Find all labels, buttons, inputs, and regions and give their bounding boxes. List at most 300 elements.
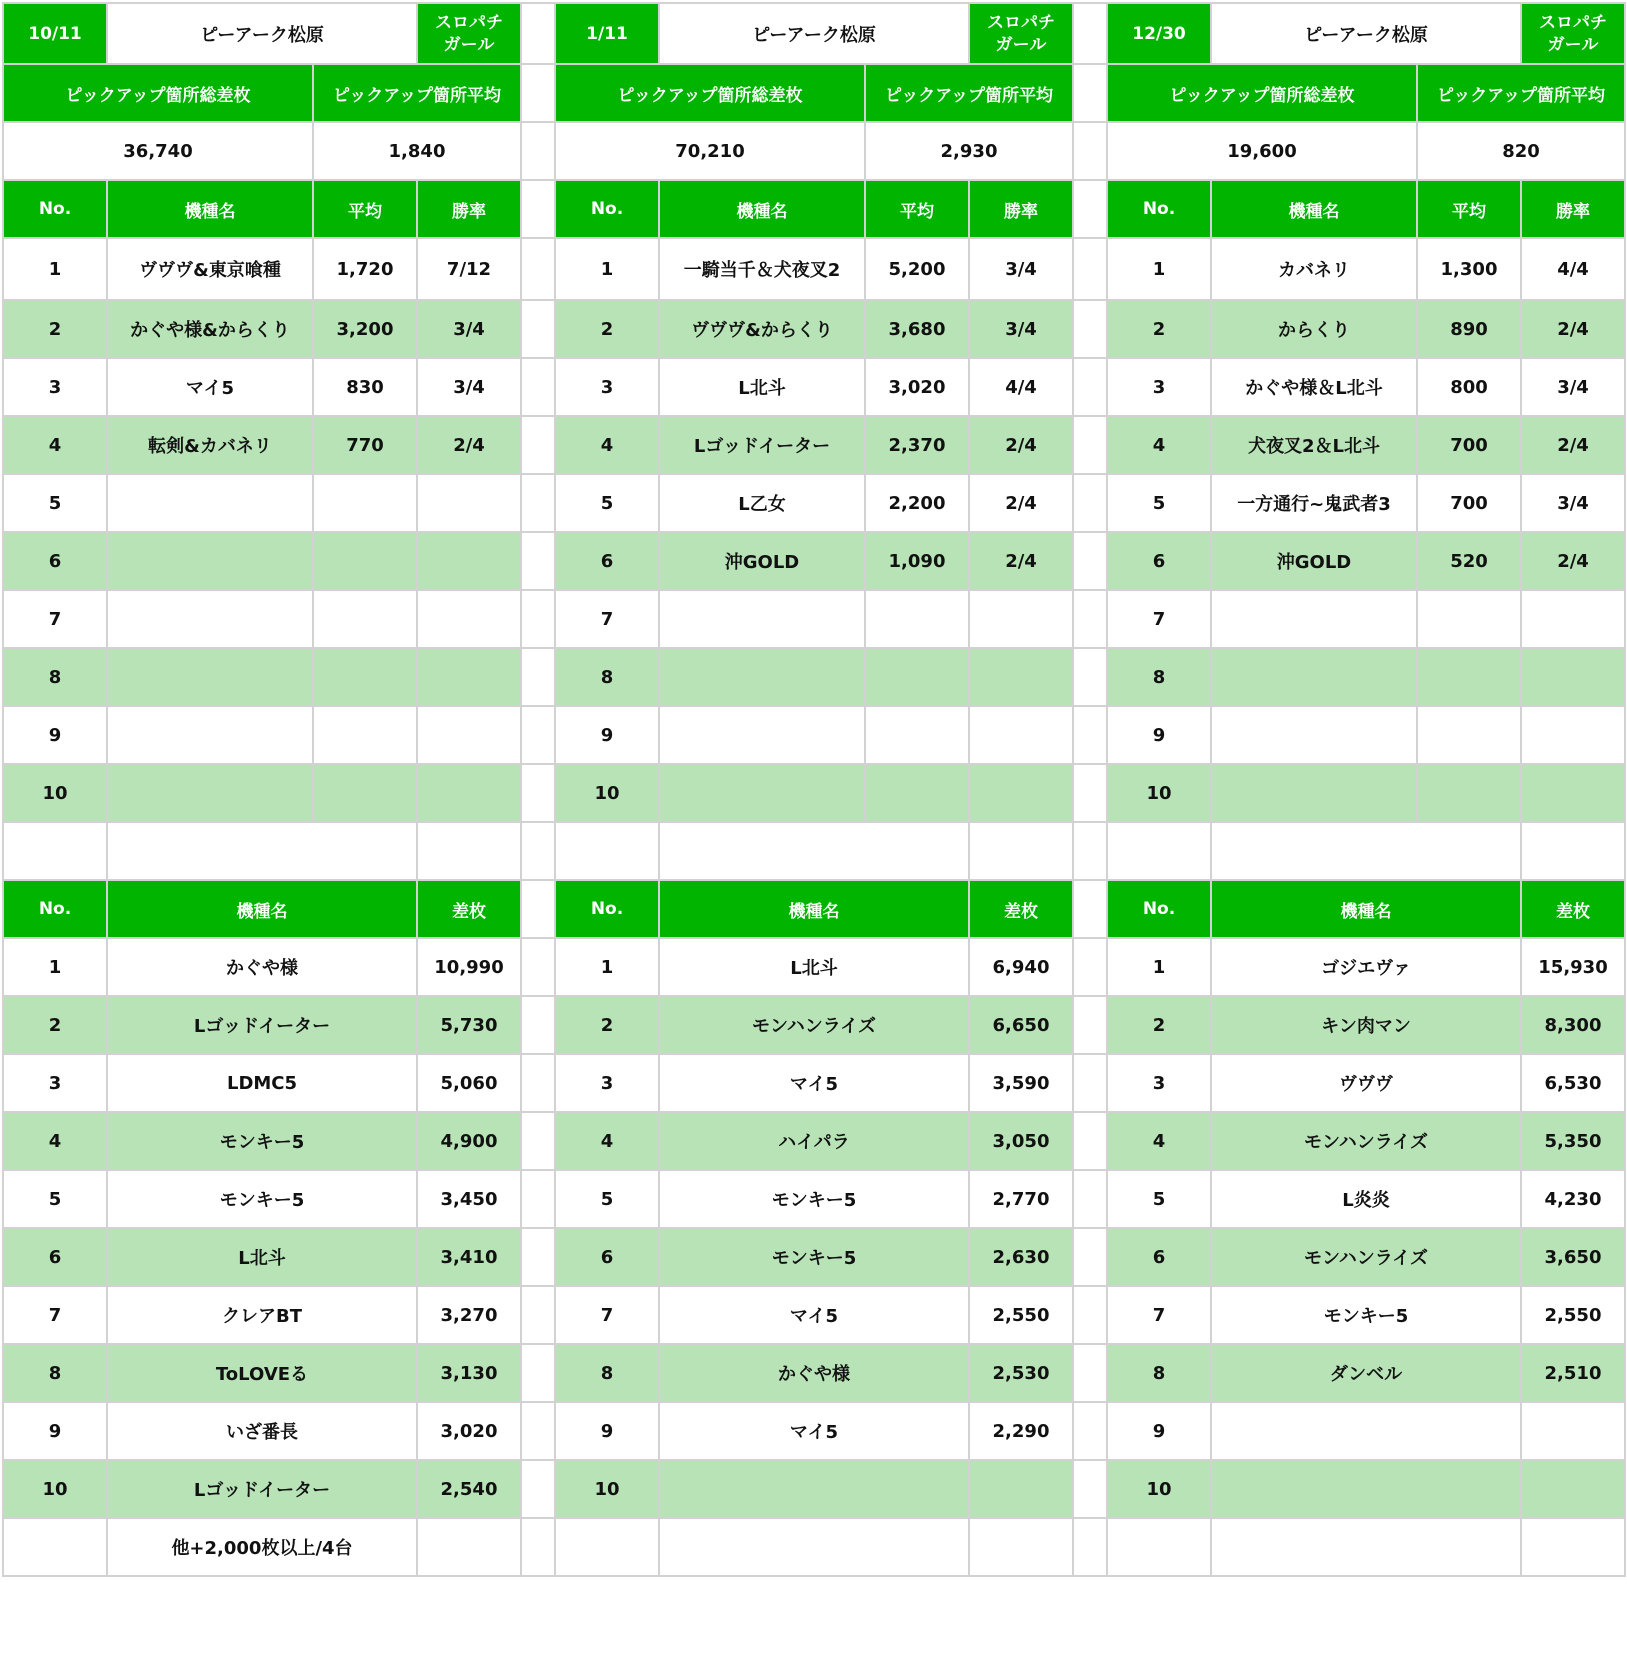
gap-cell <box>1107 822 1211 880</box>
pickup-header-win: 勝率 <box>417 180 521 238</box>
pickup-no: 1 <box>1107 238 1211 300</box>
pickup-no: 1 <box>555 238 659 300</box>
pickup-avg <box>1417 706 1521 764</box>
pickup-win <box>969 764 1073 822</box>
ranking-header-no: No. <box>1107 880 1211 938</box>
summary-total-value: 19,600 <box>1107 122 1417 180</box>
pickup-avg <box>865 590 969 648</box>
pickup-no: 8 <box>3 648 107 706</box>
badge-line-2: ガール <box>995 34 1047 55</box>
store-name: ピーアーク松原 <box>1211 3 1521 64</box>
column-spacer <box>521 122 555 180</box>
column-spacer <box>1073 300 1107 358</box>
pickup-header-no: No. <box>3 180 107 238</box>
column-spacer <box>1073 764 1107 822</box>
pickup-no: 4 <box>555 416 659 474</box>
ranking-diff: 15,930 <box>1521 938 1625 996</box>
pickup-header-name: 機種名 <box>659 180 865 238</box>
pickup-name <box>1211 764 1417 822</box>
ranking-name: モンキー5 <box>659 1228 969 1286</box>
ranking-no: 6 <box>3 1228 107 1286</box>
ranking-name <box>1211 1402 1521 1460</box>
ranking-name: ハイパラ <box>659 1112 969 1170</box>
ranking-diff: 5,060 <box>417 1054 521 1112</box>
ranking-no: 7 <box>1107 1286 1211 1344</box>
ranking-name: ToLOVEる <box>107 1344 417 1402</box>
summary-avg-value: 820 <box>1417 122 1625 180</box>
pickup-no: 10 <box>1107 764 1211 822</box>
pickup-name: 一方通行~鬼武者3 <box>1211 474 1417 532</box>
ranking-name: ダンベル <box>1211 1344 1521 1402</box>
pickup-no: 4 <box>3 416 107 474</box>
pickup-avg: 770 <box>313 416 417 474</box>
column-spacer <box>1073 1054 1107 1112</box>
pickup-no: 5 <box>555 474 659 532</box>
ranking-no: 9 <box>1107 1402 1211 1460</box>
ranking-diff: 2,550 <box>969 1286 1073 1344</box>
summary-total-header: ピックアップ箇所総差枚 <box>1107 64 1417 122</box>
ranking-no: 1 <box>555 938 659 996</box>
column-spacer <box>1073 1402 1107 1460</box>
pickup-win: 3/4 <box>969 238 1073 300</box>
pickup-avg: 3,680 <box>865 300 969 358</box>
ranking-header-name: 機種名 <box>659 880 969 938</box>
pickup-win <box>1521 590 1625 648</box>
footer-blank <box>417 1518 521 1576</box>
pickup-win: 3/4 <box>1521 358 1625 416</box>
pickup-win <box>1521 706 1625 764</box>
ranking-no: 4 <box>555 1112 659 1170</box>
pickup-no: 3 <box>3 358 107 416</box>
column-spacer <box>1073 1518 1107 1576</box>
badge-line-1: スロパチ <box>435 12 503 33</box>
ranking-header-no: No. <box>3 880 107 938</box>
ranking-name: モンハンライズ <box>1211 1228 1521 1286</box>
ranking-no: 6 <box>1107 1228 1211 1286</box>
ranking-diff: 2,510 <box>1521 1344 1625 1402</box>
column-spacer <box>521 648 555 706</box>
column-spacer <box>521 938 555 996</box>
pickup-name <box>107 706 313 764</box>
ranking-header-diff: 差枚 <box>1521 880 1625 938</box>
ranking-no: 5 <box>3 1170 107 1228</box>
summary-avg-value: 1,840 <box>313 122 521 180</box>
ranking-diff: 6,940 <box>969 938 1073 996</box>
ranking-no: 1 <box>1107 938 1211 996</box>
ranking-name: LDMC5 <box>107 1054 417 1112</box>
pickup-header-avg: 平均 <box>865 180 969 238</box>
ranking-no: 3 <box>1107 1054 1211 1112</box>
column-spacer <box>1073 64 1107 122</box>
ranking-diff: 4,900 <box>417 1112 521 1170</box>
ranking-name: モンキー5 <box>107 1170 417 1228</box>
column-spacer <box>521 1286 555 1344</box>
ranking-header-diff: 差枚 <box>417 880 521 938</box>
pickup-win: 3/4 <box>417 300 521 358</box>
pickup-header-name: 機種名 <box>107 180 313 238</box>
ranking-no: 6 <box>555 1228 659 1286</box>
column-spacer <box>1073 474 1107 532</box>
footer-blank <box>555 1518 659 1576</box>
ranking-no: 4 <box>1107 1112 1211 1170</box>
pickup-avg <box>313 474 417 532</box>
ranking-name <box>659 1460 969 1518</box>
footer-note <box>659 1518 969 1576</box>
pickup-header-no: No. <box>555 180 659 238</box>
footer-blank <box>1521 1518 1625 1576</box>
pickup-name: 犬夜叉2＆L北斗 <box>1211 416 1417 474</box>
ranking-no: 10 <box>555 1460 659 1518</box>
ranking-name: マイ5 <box>659 1054 969 1112</box>
column-spacer <box>1073 1460 1107 1518</box>
ranking-diff: 4,230 <box>1521 1170 1625 1228</box>
column-spacer <box>1073 532 1107 590</box>
column-spacer <box>1073 416 1107 474</box>
ranking-no: 10 <box>3 1460 107 1518</box>
pickup-name <box>107 764 313 822</box>
column-spacer <box>521 474 555 532</box>
pickup-name <box>107 532 313 590</box>
pickup-avg: 3,200 <box>313 300 417 358</box>
gap-cell <box>3 822 107 880</box>
pickup-win: 3/4 <box>969 300 1073 358</box>
gap-cell <box>1521 822 1625 880</box>
column-spacer <box>521 416 555 474</box>
pickup-no: 5 <box>1107 474 1211 532</box>
pickup-win <box>417 590 521 648</box>
pickup-header-no: No. <box>1107 180 1211 238</box>
ranking-name: ゴジエヴァ <box>1211 938 1521 996</box>
column-spacer <box>521 1518 555 1576</box>
ranking-name <box>1211 1460 1521 1518</box>
pickup-name <box>1211 590 1417 648</box>
ranking-diff: 6,530 <box>1521 1054 1625 1112</box>
pickup-name: L乙女 <box>659 474 865 532</box>
ranking-diff: 2,290 <box>969 1402 1073 1460</box>
ranking-diff: 5,730 <box>417 996 521 1054</box>
pickup-no: 6 <box>3 532 107 590</box>
ranking-no: 8 <box>555 1344 659 1402</box>
column-spacer <box>521 64 555 122</box>
pickup-win <box>417 706 521 764</box>
badge-line-1: スロパチ <box>987 12 1055 33</box>
pickup-no: 4 <box>1107 416 1211 474</box>
pickup-win: 4/4 <box>1521 238 1625 300</box>
pickup-name: 沖GOLD <box>1211 532 1417 590</box>
pickup-no: 9 <box>3 706 107 764</box>
pickup-name <box>659 590 865 648</box>
pickup-no: 9 <box>555 706 659 764</box>
ranking-diff <box>1521 1402 1625 1460</box>
ranking-header-name: 機種名 <box>1211 880 1521 938</box>
gap-cell <box>1211 822 1521 880</box>
ranking-diff: 2,530 <box>969 1344 1073 1402</box>
ranking-name: モンキー5 <box>1211 1286 1521 1344</box>
column-spacer <box>521 1170 555 1228</box>
ranking-header-name: 機種名 <box>107 880 417 938</box>
ranking-name: かぐや様 <box>107 938 417 996</box>
pickup-name <box>107 474 313 532</box>
pickup-avg <box>1417 648 1521 706</box>
ranking-diff: 3,020 <box>417 1402 521 1460</box>
pickup-avg <box>865 706 969 764</box>
pickup-name <box>659 648 865 706</box>
column-spacer <box>521 1228 555 1286</box>
pickup-no: 9 <box>1107 706 1211 764</box>
pickup-win: 2/4 <box>969 416 1073 474</box>
ranking-no: 9 <box>555 1402 659 1460</box>
ranking-no: 2 <box>3 996 107 1054</box>
column-spacer <box>521 1054 555 1112</box>
pickup-header-avg: 平均 <box>1417 180 1521 238</box>
pickup-name <box>659 706 865 764</box>
pickup-name: かぐや様＆L北斗 <box>1211 358 1417 416</box>
pickup-no: 2 <box>555 300 659 358</box>
ranking-diff: 2,770 <box>969 1170 1073 1228</box>
column-spacer <box>521 822 555 880</box>
ranking-no: 10 <box>1107 1460 1211 1518</box>
column-spacer <box>1073 706 1107 764</box>
ranking-diff: 6,650 <box>969 996 1073 1054</box>
column-spacer <box>521 1112 555 1170</box>
pickup-no: 8 <box>1107 648 1211 706</box>
pickup-avg: 700 <box>1417 474 1521 532</box>
pickup-avg <box>1417 764 1521 822</box>
pickup-name: かぐや様&からくり <box>107 300 313 358</box>
column-spacer <box>1073 122 1107 180</box>
ranking-no: 7 <box>3 1286 107 1344</box>
pickup-avg <box>313 648 417 706</box>
pickup-name: マイ5 <box>107 358 313 416</box>
pickup-win <box>969 590 1073 648</box>
column-spacer <box>521 3 555 64</box>
column-spacer <box>521 590 555 648</box>
pickup-win: 2/4 <box>969 532 1073 590</box>
column-spacer <box>521 1344 555 1402</box>
pickup-win <box>417 474 521 532</box>
ranking-name: いざ番長 <box>107 1402 417 1460</box>
pickup-win <box>1521 764 1625 822</box>
ranking-diff: 3,130 <box>417 1344 521 1402</box>
pickup-name <box>1211 706 1417 764</box>
badge-line-1: スロパチ <box>1539 12 1607 33</box>
pickup-avg <box>313 532 417 590</box>
ranking-name: Lゴッドイーター <box>107 1460 417 1518</box>
column-spacer <box>1073 238 1107 300</box>
summary-total-header: ピックアップ箇所総差枚 <box>555 64 865 122</box>
pickup-header-avg: 平均 <box>313 180 417 238</box>
ranking-diff: 3,270 <box>417 1286 521 1344</box>
column-spacer <box>1073 1112 1107 1170</box>
pickup-no: 2 <box>3 300 107 358</box>
ranking-diff: 2,550 <box>1521 1286 1625 1344</box>
column-spacer <box>1073 1286 1107 1344</box>
pickup-avg <box>865 764 969 822</box>
pickup-avg: 2,370 <box>865 416 969 474</box>
pickup-no: 7 <box>1107 590 1211 648</box>
pickup-name: Lゴッドイーター <box>659 416 865 474</box>
ranking-no: 9 <box>3 1402 107 1460</box>
footer-blank <box>3 1518 107 1576</box>
footer-blank <box>1107 1518 1211 1576</box>
pickup-no: 7 <box>3 590 107 648</box>
ranking-name: キン肉マン <box>1211 996 1521 1054</box>
pickup-name: L北斗 <box>659 358 865 416</box>
ranking-no: 8 <box>1107 1344 1211 1402</box>
pickup-win: 7/12 <box>417 238 521 300</box>
ranking-name: モンハンライズ <box>659 996 969 1054</box>
pickup-no: 10 <box>3 764 107 822</box>
pickup-avg: 2,200 <box>865 474 969 532</box>
badge-cell <box>417 3 521 64</box>
pickup-no: 3 <box>555 358 659 416</box>
pickup-no: 2 <box>1107 300 1211 358</box>
pickup-no: 10 <box>555 764 659 822</box>
pickup-name: カバネリ <box>1211 238 1417 300</box>
ranking-diff: 8,300 <box>1521 996 1625 1054</box>
date-cell: 1/11 <box>555 3 659 64</box>
pickup-avg: 830 <box>313 358 417 416</box>
column-spacer <box>1073 590 1107 648</box>
ranking-no: 1 <box>3 938 107 996</box>
results-sheet <box>2 2 1626 1577</box>
ranking-name: モンキー5 <box>659 1170 969 1228</box>
pickup-name: 転剣&カバネリ <box>107 416 313 474</box>
pickup-header-name: 機種名 <box>1211 180 1417 238</box>
pickup-win: 2/4 <box>1521 300 1625 358</box>
pickup-header-win: 勝率 <box>969 180 1073 238</box>
pickup-name <box>1211 648 1417 706</box>
pickup-win: 3/4 <box>1521 474 1625 532</box>
pickup-win: 2/4 <box>1521 532 1625 590</box>
column-spacer <box>1073 648 1107 706</box>
pickup-win: 3/4 <box>417 358 521 416</box>
ranking-diff: 2,630 <box>969 1228 1073 1286</box>
ranking-diff: 3,410 <box>417 1228 521 1286</box>
ranking-name: マイ5 <box>659 1286 969 1344</box>
column-spacer <box>1073 1170 1107 1228</box>
ranking-no: 5 <box>555 1170 659 1228</box>
pickup-win <box>417 532 521 590</box>
ranking-no: 2 <box>555 996 659 1054</box>
pickup-win <box>969 648 1073 706</box>
pickup-win <box>969 706 1073 764</box>
pickup-name <box>659 764 865 822</box>
pickup-avg <box>313 590 417 648</box>
pickup-no: 7 <box>555 590 659 648</box>
pickup-name: 一騎当千＆犬夜叉2 <box>659 238 865 300</box>
column-spacer <box>521 996 555 1054</box>
gap-cell <box>417 822 521 880</box>
store-name: ピーアーク松原 <box>659 3 969 64</box>
pickup-avg: 700 <box>1417 416 1521 474</box>
ranking-diff: 2,540 <box>417 1460 521 1518</box>
summary-total-value: 70,210 <box>555 122 865 180</box>
pickup-avg: 800 <box>1417 358 1521 416</box>
pickup-name: 沖GOLD <box>659 532 865 590</box>
badge-line-2: ガール <box>1547 34 1599 55</box>
pickup-avg <box>865 648 969 706</box>
pickup-name: ヴヴヴ&東京喰種 <box>107 238 313 300</box>
pickup-name <box>107 590 313 648</box>
date-cell: 10/11 <box>3 3 107 64</box>
pickup-header-win: 勝率 <box>1521 180 1625 238</box>
column-spacer <box>1073 880 1107 938</box>
pickup-no: 6 <box>555 532 659 590</box>
pickup-win <box>417 764 521 822</box>
ranking-no: 3 <box>555 1054 659 1112</box>
pickup-avg <box>1417 590 1521 648</box>
pickup-win: 2/4 <box>417 416 521 474</box>
column-spacer <box>521 764 555 822</box>
ranking-name: ヴヴヴ <box>1211 1054 1521 1112</box>
ranking-name: かぐや様 <box>659 1344 969 1402</box>
column-spacer <box>521 880 555 938</box>
pickup-no: 6 <box>1107 532 1211 590</box>
ranking-diff: 3,450 <box>417 1170 521 1228</box>
column-spacer <box>521 532 555 590</box>
ranking-no: 8 <box>3 1344 107 1402</box>
pickup-avg: 3,020 <box>865 358 969 416</box>
ranking-name: マイ5 <box>659 1402 969 1460</box>
column-spacer <box>1073 180 1107 238</box>
pickup-name: ヴヴヴ&からくり <box>659 300 865 358</box>
pickup-win: 2/4 <box>1521 416 1625 474</box>
pickup-avg <box>313 706 417 764</box>
pickup-win: 2/4 <box>969 474 1073 532</box>
column-spacer <box>521 180 555 238</box>
pickup-name: からくり <box>1211 300 1417 358</box>
ranking-diff <box>1521 1460 1625 1518</box>
footer-note <box>1211 1518 1521 1576</box>
column-spacer <box>1073 1228 1107 1286</box>
ranking-name: クレアBT <box>107 1286 417 1344</box>
column-spacer <box>1073 1344 1107 1402</box>
pickup-avg: 520 <box>1417 532 1521 590</box>
column-spacer <box>1073 3 1107 64</box>
ranking-no: 4 <box>3 1112 107 1170</box>
pickup-no: 1 <box>3 238 107 300</box>
column-spacer <box>521 1460 555 1518</box>
store-name: ピーアーク松原 <box>107 3 417 64</box>
pickup-avg: 1,090 <box>865 532 969 590</box>
date-cell: 12/30 <box>1107 3 1211 64</box>
ranking-name: モンハンライズ <box>1211 1112 1521 1170</box>
ranking-no: 2 <box>1107 996 1211 1054</box>
column-spacer <box>1073 938 1107 996</box>
ranking-diff: 10,990 <box>417 938 521 996</box>
summary-avg-header: ピックアップ箇所平均 <box>1417 64 1625 122</box>
gap-cell <box>969 822 1073 880</box>
pickup-no: 5 <box>3 474 107 532</box>
ranking-diff: 3,050 <box>969 1112 1073 1170</box>
ranking-no: 5 <box>1107 1170 1211 1228</box>
column-spacer <box>521 1402 555 1460</box>
ranking-diff: 5,350 <box>1521 1112 1625 1170</box>
gap-cell <box>107 822 417 880</box>
pickup-name <box>107 648 313 706</box>
pickup-avg: 5,200 <box>865 238 969 300</box>
ranking-diff: 3,650 <box>1521 1228 1625 1286</box>
summary-total-value: 36,740 <box>3 122 313 180</box>
badge-cell <box>1521 3 1625 64</box>
footer-note: 他+2,000枚以上/4台 <box>107 1518 417 1576</box>
column-spacer <box>1073 822 1107 880</box>
ranking-header-no: No. <box>555 880 659 938</box>
gap-cell <box>659 822 969 880</box>
ranking-no: 3 <box>3 1054 107 1112</box>
pickup-avg: 890 <box>1417 300 1521 358</box>
